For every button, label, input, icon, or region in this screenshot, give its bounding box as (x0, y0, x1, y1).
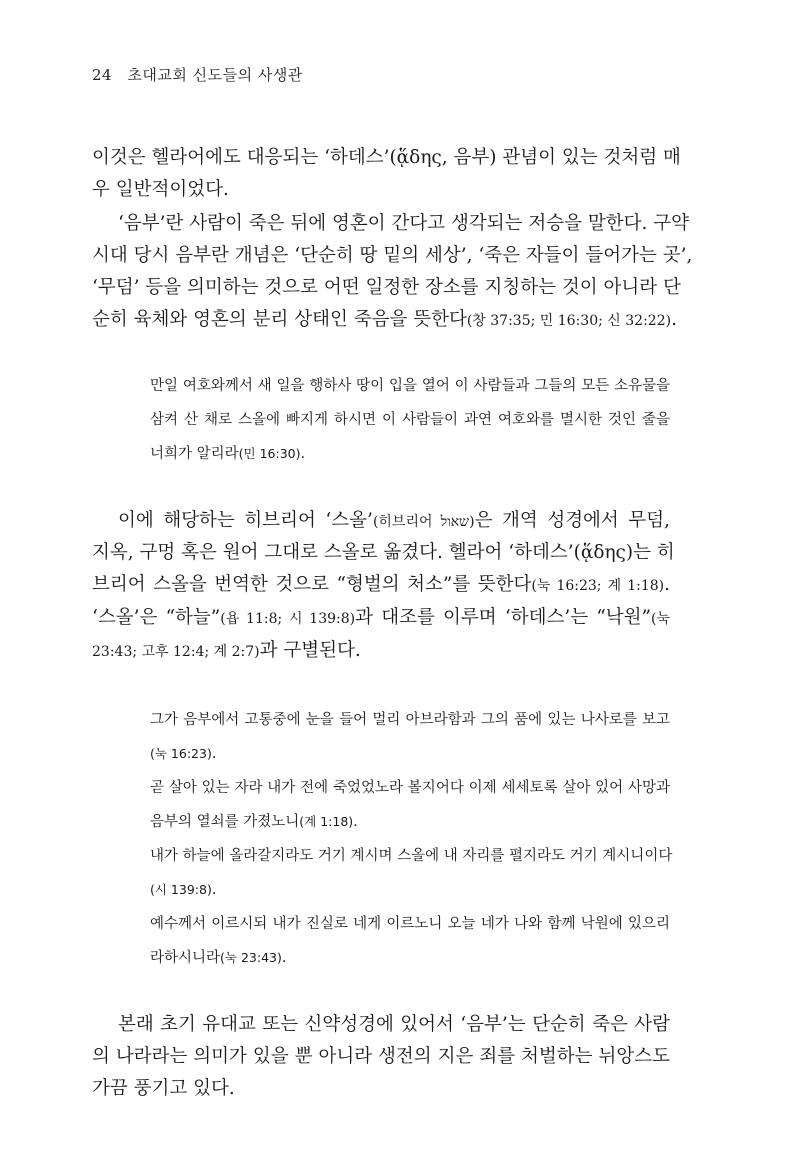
scripture-reference: (눅 16:23) (150, 746, 212, 761)
scripture-reference: (시 139:8) (150, 882, 212, 897)
paragraph-line: 우 일반적이었다. (92, 179, 229, 200)
quote-line: 곧 살아 있는 자라 내가 전에 죽었었노라 볼지어다 이제 세세토록 살아 있어 사망과 (150, 780, 670, 796)
quote-line: 내가 하늘에 올라갈지라도 거기 계시며 스올에 내 자리를 펼지라도 거기 계시니이다 (150, 848, 673, 864)
quote-line (150, 873, 670, 907)
paragraph-text: 과 대조를 이루며 ‘하데스’는 “낙원” (355, 607, 651, 628)
scripture-quote-2 (150, 703, 673, 975)
sentence-end: . (353, 814, 358, 830)
paragraph-3 (92, 537, 675, 668)
sentence-end: . (671, 309, 677, 330)
paragraph-4-first-line (118, 1009, 670, 1041)
quote-line (150, 737, 670, 771)
quote-text: 너희가 알리라 (150, 446, 239, 462)
scripture-reference: (눅 (651, 611, 670, 627)
scripture-reference: (눅 16:23; 계 1:18) (531, 578, 665, 594)
paragraph-line: 가끔 풍기고 있다. (92, 1078, 235, 1099)
running-head (92, 64, 303, 85)
scripture-reference: (욥 11:8; 시 139:8) (220, 611, 356, 627)
scripture-reference: 23:43; 고후 12:4; 계 2:7) (92, 644, 260, 660)
paragraph-line: 시대 당시 음부란 개념은 ‘단순히 땅 밑의 세상’, ‘죽은 자들이 들어가는 곳’, (92, 245, 693, 266)
page-number: 24 (92, 66, 113, 84)
sentence-end: . (211, 882, 217, 898)
sentence-end: . (664, 574, 671, 595)
paragraph-4 (92, 1041, 670, 1105)
paragraph-text: 브리어 스올을 번역한 것으로 “형벌의 처소”를 뜻한다 (92, 574, 532, 595)
paragraph-line: 본래 초기 유대교 또는 신약성경에 있어서 ‘음부’는 단순히 죽은 사람 (118, 1014, 670, 1035)
quote-line: 만일 여호와께서 새 일을 행하사 땅이 입을 열어 이 사람들과 그들의 모든 소유물을 (150, 378, 670, 394)
paragraph-text: 은 개역 성경에서 무덤, (474, 510, 670, 531)
paragraph-line (92, 635, 670, 668)
paragraph-line: 지옥, 구멍 혹은 원어 그대로 스올로 옮겼다. 헬라어 ‘하데스’(ᾅδης)는 히 (92, 542, 675, 563)
quote-line (150, 437, 670, 471)
paragraph-text: ‘스올’은 “하늘” (92, 607, 221, 628)
quote-line (150, 941, 670, 975)
paragraph-text: 과 구별된다. (259, 640, 361, 661)
paragraph-line (92, 304, 677, 337)
scripture-reference: (창 37:35; 민 16:30; 신 32:22) (466, 313, 672, 329)
paragraph-line: 의 나라라는 의미가 있을 뿐 아니라 생전의 지은 죄를 처벌하는 뉘앙스도 (92, 1046, 670, 1067)
sentence-end: . (211, 746, 217, 762)
paragraph-3-first-line (118, 505, 670, 538)
paragraph-line: ‘무덤’ 등을 의미하는 것으로 어떤 일정한 장소를 지칭하는 것이 아니라 단 (92, 277, 681, 298)
quote-line: 그가 음부에서 고통중에 눈을 들어 멀리 아브라함과 그의 품에 있는 나사로를 보고 (150, 712, 670, 728)
quote-text: 라하시니라 (150, 950, 221, 966)
scripture-reference: (민 16:30) (238, 446, 301, 461)
paragraph-line: 이것은 헬라어에도 대응되는 ‘하데스’(ᾅδης, 음부) 관념이 있는 것처럼 매 (92, 147, 681, 168)
quote-line: 예수께서 이르시되 내가 진실로 네게 이르노니 오늘 네가 나와 함께 낙원에 있으리 (150, 916, 670, 932)
book-title: 초대교회 신도들의 사생관 (127, 66, 303, 84)
scripture-reference: (눅 23:43) (220, 950, 282, 965)
paragraph-line (92, 602, 670, 635)
sentence-end: . (281, 950, 287, 966)
quote-line: 삼켜 산 채로 스올에 빠지게 하시면 이 사람들이 과연 여호와를 멸시한 것인 줄을 (150, 412, 670, 428)
paragraph-line: ‘음부’란 사람이 죽은 뒤에 영혼이 간다고 생각되는 저승을 말한다. 구약 (118, 213, 689, 234)
sentence-end: . (300, 446, 306, 462)
paragraph-line (92, 569, 670, 602)
paragraph-text: 이에 해당하는 히브리어 ‘스올’ (118, 510, 373, 531)
scripture-reference: (계 1:18) (299, 814, 354, 829)
quote-line (150, 805, 670, 839)
paragraph-text: 순히 육체와 영혼의 분리 상태인 죽음을 뜻한다 (92, 309, 467, 330)
paragraph-1 (92, 142, 681, 206)
paragraph-2 (92, 240, 693, 337)
paragraph-line (118, 505, 670, 538)
paragraph-2-first-line (118, 208, 689, 240)
hebrew-reference: (히브리어 שאול) (372, 514, 475, 530)
quote-text: 음부의 열쇠를 가졌노니 (150, 814, 300, 830)
scripture-quote-1 (150, 369, 670, 471)
